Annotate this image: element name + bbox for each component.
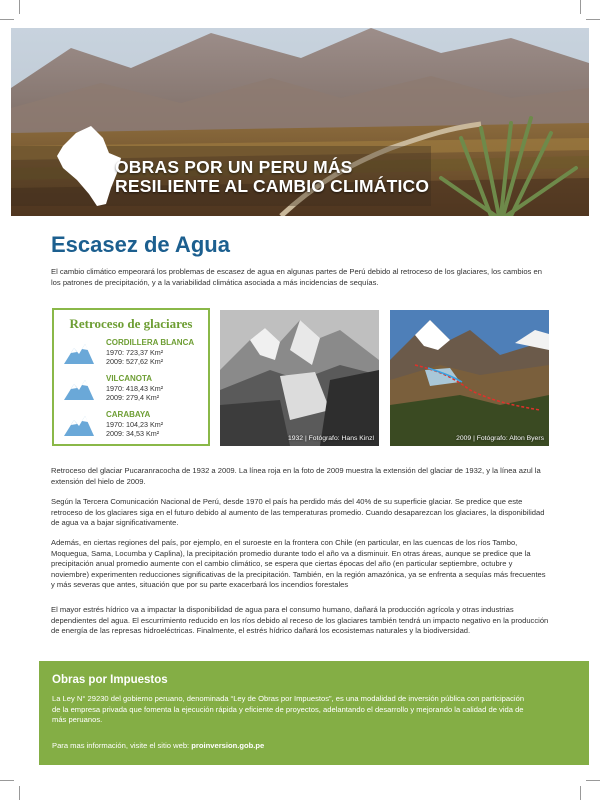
glacier-name: CARABAYA xyxy=(106,410,151,419)
obras-por-impuestos-box xyxy=(39,661,589,765)
glacier-value-1970: 1970: 723,37 Km² xyxy=(106,348,164,357)
crop-mark xyxy=(586,19,600,20)
glacier-value-2009: 2009: 527,62 Km² xyxy=(106,357,164,366)
proinversion-link[interactable]: proinversion.gob.pe xyxy=(191,741,265,750)
photo-2009 xyxy=(390,310,549,446)
banner-title-line1: OBRAS POR UN PERU MÁS xyxy=(115,157,353,177)
glacier-name: VILCANOTA xyxy=(106,374,153,383)
footer-title: Obras por Impuestos xyxy=(52,674,168,686)
paragraph-precipitation: Además, en ciertas regiones del país, por ejemplo, en el suroeste en la frontera con Chile (en particular, en las cuencas de los ríos Tambo, Moquegua, Sama, Locumba y Caplina), la precipitación promedio durante todo el año va a disminuir. En otras áreas, aunque se predice que la precipitación anual promedio aumente con el cambio climático, se espera que ciertas épocas del año (en particular septiembre, octubre y noviembre) experimenten reducciones significativas de la precipitación. También, en la región amazónica, ya se enfrenta a sequías más frecuentes y más severas que antes, situación que por su parte exacerbará los incendios forestales xyxy=(51,538,546,590)
photo-caption-2009: 2009 | Fotógrafo: Alton Byers xyxy=(456,435,544,442)
paragraph-water-stress: El mayor estrés hídrico va a impactar la disponibilidad de agua para el consumo humano, dañará la producción agrícola y otras industrias dependientes del agua. El escurrimiento reducido en los ríos debido al receso de los glaciares también tendrá un impacto negativo en la producción de energía de las represas hidroeléctricas. Finalmente, el estrés hídrico dañará los ecosistemas naturales y la biodiversidad. xyxy=(51,605,549,636)
crop-mark xyxy=(19,786,20,800)
crop-mark xyxy=(586,780,600,781)
glacier-mountain-icon xyxy=(64,412,94,438)
glacier-value-2009: 2009: 279,4 Km² xyxy=(106,393,160,402)
glacier-value-1970: 1970: 104,23 Km² xyxy=(106,420,164,429)
glacier-retreat-box xyxy=(52,308,210,446)
glacier-box-title: Retroceso de glaciares xyxy=(69,316,193,331)
glacier-value-1970: 1970: 418,43 Km² xyxy=(106,384,164,393)
crop-mark xyxy=(580,0,581,14)
footer-more-prefix: Para mas información, visite el sitio web: xyxy=(52,741,192,750)
crop-mark xyxy=(19,0,20,14)
glacier-mountain-icon xyxy=(64,340,94,366)
intro-paragraph: El cambio climático empeorará los problemas de escasez de agua en algunas partes de Perú debido al retroceso de los glaciares, los cambios en los patrones de precipitación, y a la variabilidad climática asociada a más incidencias de sequías. xyxy=(51,267,542,287)
glacier-item xyxy=(64,374,204,408)
glacier-photo-1932-illustration xyxy=(220,310,379,446)
crop-mark xyxy=(0,19,14,20)
footer-more-info xyxy=(52,741,264,750)
photo-1932 xyxy=(220,310,379,446)
crop-mark xyxy=(580,786,581,800)
banner-title xyxy=(115,158,429,196)
glacier-photo-2009-illustration xyxy=(390,310,549,446)
crop-mark xyxy=(0,780,14,781)
footer-text: La Ley N° 29230 del gobierno peruano, denominada “Ley de Obras por Impuestos”, es una modalidad de inversión pública con participación de la empresa privada que fomenta la ejecución rápida y eficiente de proyectos, adelantando el desarrollo y mejorando la calidad de vida de más peruanos. xyxy=(52,694,525,725)
glacier-name: CORDILLERA BLANCA xyxy=(106,338,195,347)
glacier-value-2009: 2009: 34,53 Km² xyxy=(106,429,160,438)
header-banner xyxy=(11,28,589,216)
glacier-item xyxy=(64,338,204,372)
paragraph-photo-caption: Retroceso del glaciar Pucaranracocha de 1932 a 2009. La línea roja en la foto de 2009 muestra la extensión del glaciar de 1932, y la línea azul la extensión del hielo de 2009. xyxy=(51,466,541,486)
paragraph-glacier-loss: Según la Tercera Comunicación Nacional de Perú, desde 1970 el país ha perdido más del 40% de su superficie glaciar. Se predice que este retroceso de los glaciares siga en el futuro debido al aumento de las temperaturas promedio. Cuando desaparezcan los glaciares, la disponibilidad de agua va a bajar significativamente. xyxy=(51,497,545,528)
photo-caption-1932: 1932 | Fotógrafo: Hans Kinzl xyxy=(287,435,374,442)
glacier-mountain-icon xyxy=(64,376,94,402)
banner-title-line2: RESILIENTE AL CAMBIO CLIMÁTICO xyxy=(115,176,430,196)
glacier-item xyxy=(64,410,204,444)
section-title: Escasez de Agua xyxy=(51,232,230,257)
